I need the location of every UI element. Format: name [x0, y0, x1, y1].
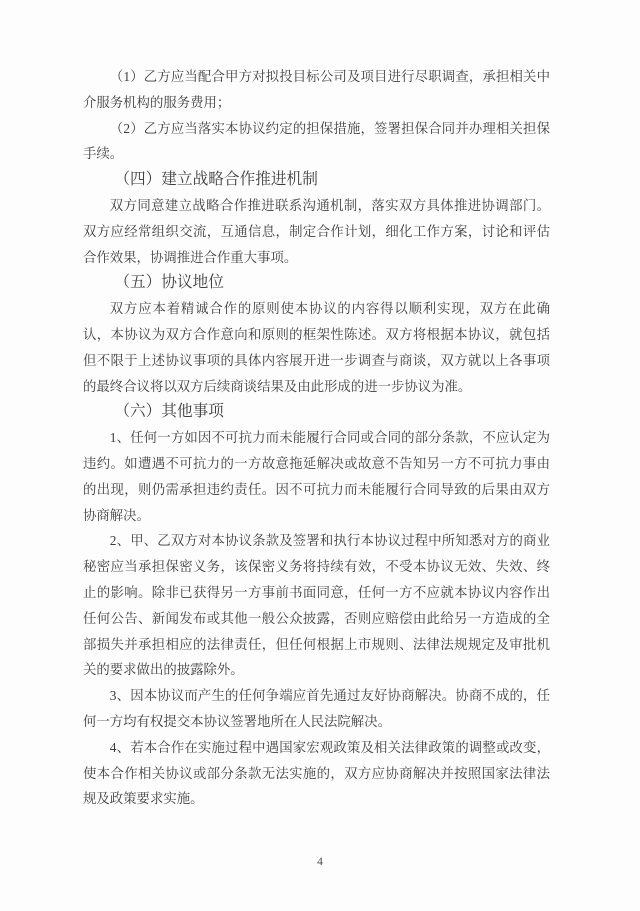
document-body: [83, 64, 550, 812]
heading-section-six: （六）其他事项: [114, 403, 224, 421]
para-section-five-body: 双方应本着精诚合作的原则使本协议的内容得以顺利实现，双方在此确认，本协议为双方合作意向和原则的框架性陈述。双方将根据本协议，就包括但不限于上述协议事项的具体内容展开进一步调查与商谈，双方就以上各事项的最终合议将以双方后续商谈结果及由此形成的进一步协议为准。: [83, 301, 550, 394]
para-other-item-2: 2、甲、乙双方对本协议条款及签署和执行本协议过程中所知悉对方的商业秘密应当承担保密义务，该保密义务将持续有效，不受本协议无效、失效、终止的影响。除非已获得另一方事前书面同意，任何一方不应就本协议内容作出任何公告、新闻发布或其他一般公众披露，否则应赔偿由此给另一方造成的全部损失并承担相应的法律责任，但任何根据上市规则、法律法规规定及审批机关的要求做出的披露除外。: [83, 533, 550, 678]
page-number: 4: [317, 856, 323, 868]
heading-section-four: （四）建立战略合作推进机制: [114, 171, 318, 189]
para-other-item-3: 3、因本协议而产生的任何争端应首先通过友好协商解决。协商不成的，任何一方均有权提交本协议签署地所在人民法院解决。: [83, 688, 550, 729]
para-section-four-body: 双方同意建立战略合作推进联系沟通机制，落实双方具体推进协调部门。双方应经常组织交流，互通信息，制定合作计划，细化工作方案，讨论和评估合作效果，协调推进合作重大事项。: [83, 197, 550, 265]
para-other-item-1: 1、任何一方如因不可抗力而未能履行合同或合同的部分条款，不应认定为违约。如遭遇不可抗力的一方故意拖延解决或故意不告知另一方不可抗力事由的出现，则仍需承担违约责任。因不可抗力而未能履行合同导致的后果由双方协商解决。: [83, 430, 550, 523]
clause-subitem-2: （2）乙方应当落实本协议约定的担保措施，签署担保合同并办理相关担保手续。: [83, 120, 550, 162]
clause-subitem-1: （1）乙方应当配合甲方对拟投目标公司及项目进行尽职调查，承担相关中介服务机构的服务费用；: [83, 69, 550, 110]
para-other-item-4: 4、若本合作在实施过程中遇国家宏观政策及相关法律政策的调整或改变，使本合作相关协议或部分条款无法实施的，双方应协商解决并按照国家法律法规及政策要求实施。: [83, 739, 550, 807]
heading-section-five: （五）协议地位: [114, 274, 224, 292]
